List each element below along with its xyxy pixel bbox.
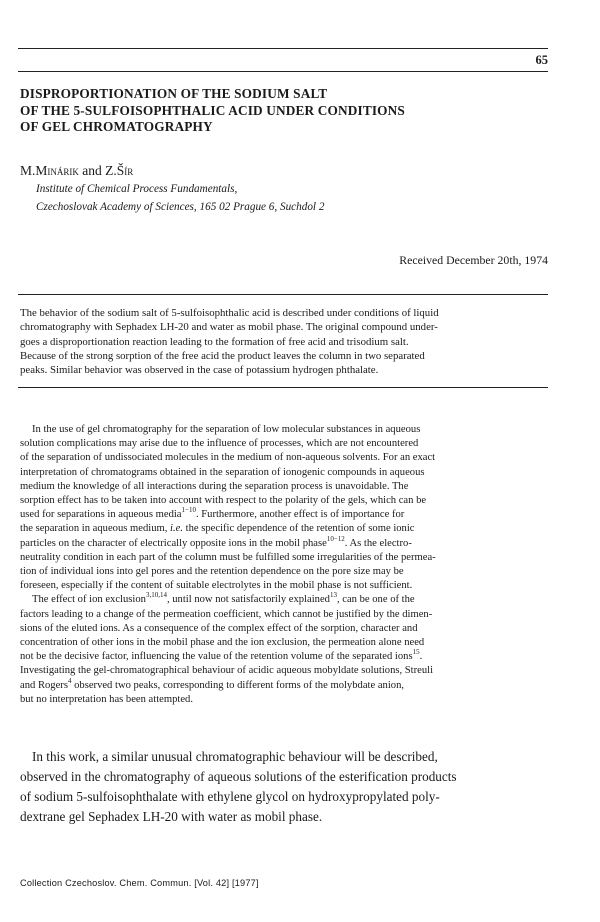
authors [20, 163, 133, 179]
body-line: sions of the eluted ions. As a consequence of the complex effect of the sorption, character and [20, 622, 418, 634]
body-line: foreseen, especially if the content of suitable electrolytes in the mobil phase is not sufficient. [20, 580, 413, 592]
body-text-span: . Furthermore, another effect is of importance for [195, 509, 405, 521]
article-title [20, 86, 550, 136]
body-line: but no interpretation has been attempted. [20, 693, 193, 705]
body-text-span: used for separations in aqueous media [20, 509, 182, 521]
abstract-line: The behavior of the sodium salt of 5-sulfoisophthalic acid is described under conditions of liquid [20, 307, 439, 319]
intro-line: observed in the chromatography of aqueous solutions of the esterification products [20, 769, 457, 784]
body-text-span: particles on the character of electrically opposite ions in the mobil phase [20, 537, 327, 549]
body-line: of the separation of undissociated molecules in the medium of non-aqueous solvents. For an exact [20, 452, 436, 464]
body-line [20, 508, 548, 522]
citation-superscript: 3,10,14 [145, 591, 167, 600]
body-line: medium the knowledge of all interactions during the separation process is unavoidable. The [20, 480, 409, 492]
body-text-span: and Rogers [20, 679, 68, 691]
author-2-name: Šír [116, 163, 134, 178]
body-line: interpretation of chromatograms obtained in the separation of ionogenic compounds in aqueous [20, 466, 425, 478]
body-text-span: not be the decisive factor, influencing the value of the retention volume of the separated ions [20, 651, 413, 663]
abstract-rule-bottom [18, 387, 548, 388]
page-number: 65 [535, 53, 548, 67]
citation-superscript: 4 [67, 676, 72, 685]
body-text-span: the specific dependence of the retention of some ionic [183, 523, 415, 535]
intro-paragraph-large [20, 747, 550, 827]
citation-superscript: 10−12 [326, 534, 345, 543]
intro-line: In this work, a similar unusual chromatographic behaviour will be described, [32, 749, 438, 764]
intro-line: of sodium 5-sulfoisophthalate with ethylene glycol on hydroxypropylated poly- [20, 789, 440, 804]
body-italic: i.e. [170, 523, 183, 535]
body-text-span: observed two peaks, corresponding to different forms of the molybdate anion, [71, 679, 405, 691]
affiliation-line: Institute of Chemical Process Fundamentals, [36, 183, 238, 195]
title-line: OF GEL CHROMATOGRAPHY [20, 119, 213, 134]
body-line: factors leading to a change of the permeation coefficient, which cannot be justified by the dimen- [20, 608, 433, 620]
abstract [20, 306, 548, 377]
abstract-line: chromatography with Sephadex LH-20 and water as mobil phase. The original compound under- [20, 321, 438, 334]
body-line [20, 522, 548, 536]
body-line: solution complications may arise due to the influence of processes, which are not encountered [20, 438, 419, 450]
body-text-span: The effect of ion exclusion [32, 594, 146, 606]
abstract-line: Because of the strong sorption of the free acid the product leaves the column in two separated [20, 349, 425, 362]
body-line [20, 593, 548, 607]
affiliation-line: Czechoslovak Academy of Sciences, 165 02 Prague 6, Suchdol 2 [36, 200, 325, 213]
received-date: Received December 20th, 1974 [399, 253, 548, 267]
body-line: In the use of gel chromatography for the separation of low molecular substances in aqueous [32, 424, 421, 435]
body-line: tion of individual ions into gel pores and the retention dependence on the pore size may be [20, 566, 404, 578]
author-2-initial: Z. [105, 163, 117, 178]
body-line [20, 534, 548, 551]
intro-line: dextrane gel Sephadex LH-20 with water as mobil phase. [20, 809, 323, 824]
body-line [20, 650, 548, 664]
journal-footer: Collection Czechoslov. Chem. Commun. [Vol. 42] [1977] [20, 878, 259, 888]
citation-superscript: 13 [329, 591, 337, 600]
body-line: neutrality condition in each part of the column must be fulfilled some irregularities of the permea- [20, 551, 436, 563]
body-line [20, 676, 548, 693]
abstract-line: peaks. Similar behavior was observed in the case of potassium hydrogen phthalate. [20, 364, 379, 377]
author-1-initial: M. [20, 163, 36, 178]
body-text-span: . [419, 651, 423, 663]
citation-superscript: 1−10 [181, 506, 196, 515]
title-line: OF THE 5-SULFOISOPHTHALIC ACID UNDER CONDITIONS [20, 102, 405, 118]
body-line: sorption effect has to be taken into account with respect to the polarity of the gels, which can be [20, 495, 427, 507]
body-text-span: , can be one of the [336, 594, 415, 606]
body-text-span: . As the electro- [344, 537, 412, 549]
affiliation [36, 181, 324, 216]
citation-superscript: 15 [412, 648, 420, 657]
authors-conjunction: and [78, 163, 106, 178]
header-rule [18, 48, 548, 49]
body-line: concentration of other ions in the mobil phase and the ion exclusion, the permeation alone need [20, 637, 425, 649]
abstract-line: goes a disproportionation reaction leading to the formation of free acid and trisodium salt. [20, 335, 409, 348]
body-line: Investigating the gel-chromatographical behaviour of acidic aqueous mobyldate solutions, Streuli [20, 665, 434, 677]
body-text [20, 423, 548, 707]
author-1-name: Minárik [35, 163, 79, 178]
header-rule-lower [18, 71, 548, 72]
title-line: DISPROPORTIONATION OF THE SODIUM SALT [20, 86, 328, 101]
abstract-rule-top [18, 294, 548, 295]
body-text-span: the separation in aqueous medium, [20, 523, 171, 535]
body-text-span: , until now not satisfactorily explained [166, 594, 330, 606]
